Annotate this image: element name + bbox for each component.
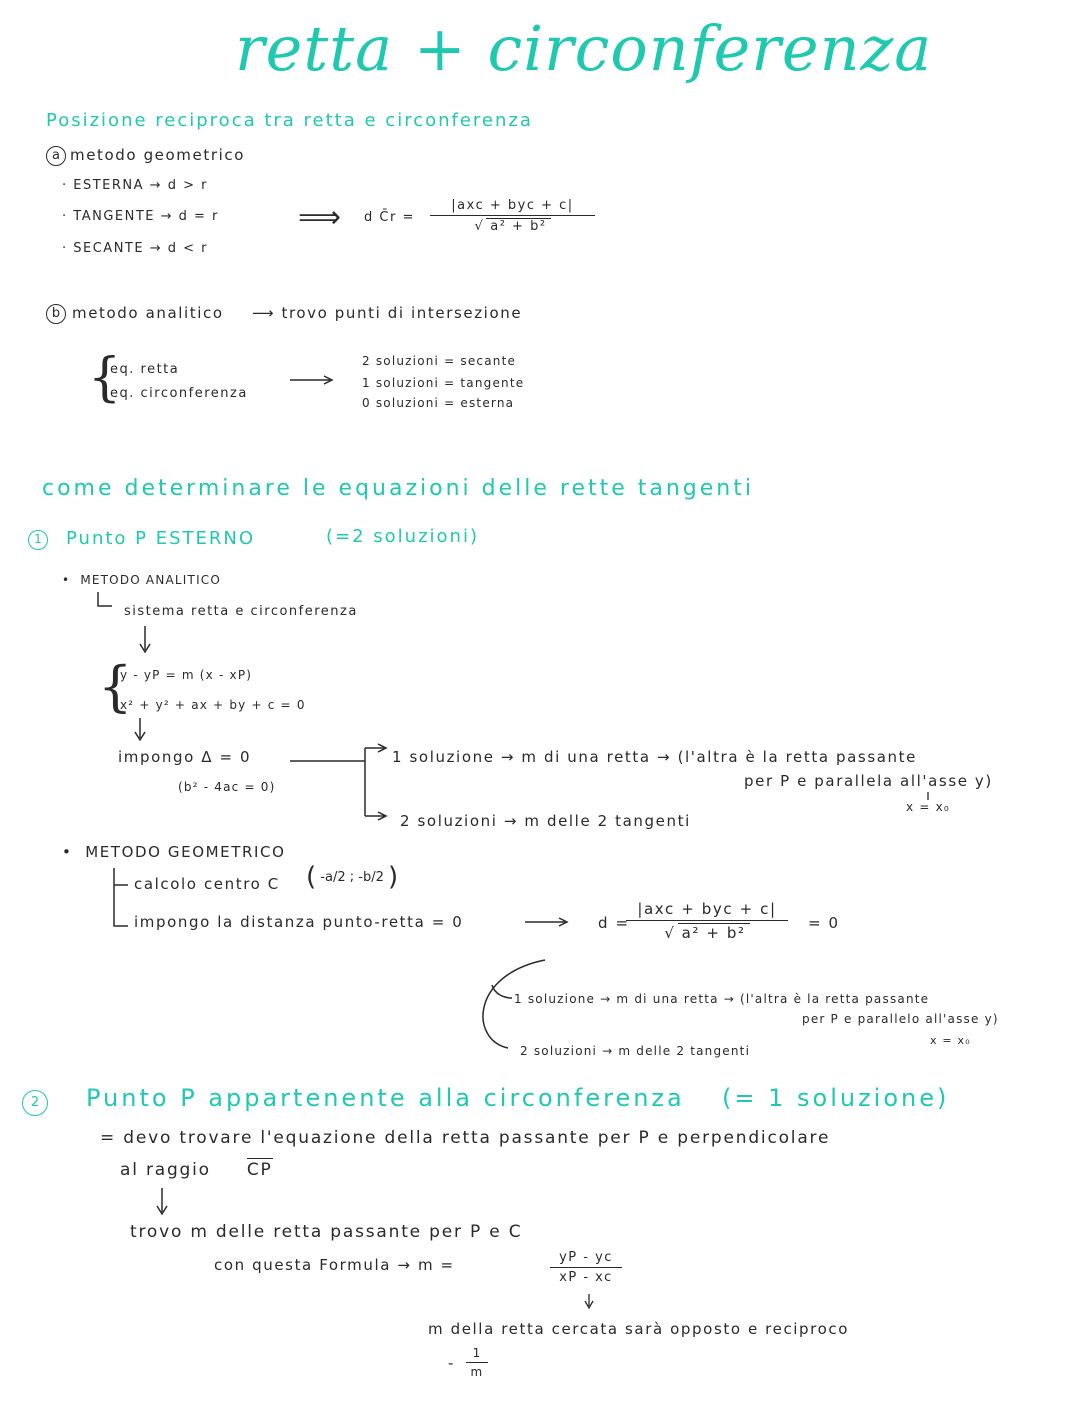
case2-line1: = devo trovare l'equazione della retta passante per P e perpendicolare bbox=[100, 1128, 831, 1148]
geometric-step2: impongo la distanza punto-retta = 0 bbox=[134, 913, 464, 931]
result-secante: 2 soluzioni = secante bbox=[362, 354, 517, 368]
geometric-d-formula bbox=[626, 900, 788, 942]
list-item-secante-text: SECANTE → d < r bbox=[73, 241, 208, 256]
system-eq-retta: eq. retta bbox=[110, 362, 180, 377]
system-line-eq: y - yP = m (x - xP) bbox=[120, 668, 253, 682]
method-b-arrow-text: trovo punti di intersezione bbox=[281, 304, 523, 322]
section-heading-tangents: come determinare le equazioni delle rette tangenti bbox=[42, 476, 754, 501]
distance-formula-den-wrap: √ a² + b² bbox=[430, 216, 595, 234]
geometric-one-solution-cont: per P e parallelo all'asse y) bbox=[802, 1012, 999, 1026]
impose-delta: impongo Δ = 0 bbox=[118, 748, 252, 766]
case2-line2-prefix: al raggio bbox=[120, 1160, 211, 1180]
list-item-tangente-text: TANGENTE → d = r bbox=[73, 209, 219, 224]
method-a-label: a bbox=[46, 146, 66, 166]
geometric-d-den-wrap: √ a² + b² bbox=[626, 921, 788, 942]
analytic-title-text: METODO ANALITICO bbox=[80, 573, 222, 587]
section-heading-position: Posizione reciproca tra retta e circonferenza bbox=[46, 110, 533, 131]
impose-delta-note: (b² - 4ac = 0) bbox=[178, 780, 276, 794]
reciprocal-den: m bbox=[470, 1365, 484, 1379]
result-tangente: 1 soluzioni = tangente bbox=[362, 376, 525, 390]
case2-result: m della retta cercata sarà opposto e reciproco bbox=[428, 1320, 850, 1338]
slope-formula bbox=[550, 1250, 622, 1285]
case2-note: (= 1 soluzione) bbox=[722, 1084, 950, 1112]
analytic-two-solutions: 2 soluzioni → m delle 2 tangenti bbox=[400, 812, 691, 830]
center-b: -b/2 bbox=[358, 869, 384, 885]
analytic-one-solution-cont: per P e parallela all'asse y) bbox=[744, 772, 993, 790]
geometric-title-text: METODO GEOMETRICO bbox=[85, 843, 286, 861]
geometric-x-eq: x = x₀ bbox=[930, 1034, 971, 1047]
analytic-one-solution: 1 soluzione → m di una retta → (l'altra è la retta passante bbox=[392, 748, 917, 766]
center-sep: ; bbox=[349, 869, 355, 885]
geometric-step1: calcolo centro C bbox=[134, 875, 280, 893]
geometric-two-solutions: 2 soluzioni → m delle 2 tangenti bbox=[520, 1044, 751, 1058]
list-item-secante: · SECANTE → d < r bbox=[62, 241, 208, 256]
geometric-title: • METODO GEOMETRICO bbox=[62, 843, 286, 861]
analytic-step: sistema retta e circonferenza bbox=[124, 604, 358, 619]
case1-number: 1 bbox=[28, 530, 48, 550]
distance-formula-num: |axc + byc + c| bbox=[430, 198, 595, 216]
page-title: retta + circonferenza bbox=[235, 12, 933, 85]
analytic-title: • METODO ANALITICO bbox=[62, 573, 222, 587]
slope-den: xP - xc bbox=[559, 1270, 613, 1285]
distance-formula-lhs: d C̄r = bbox=[364, 210, 415, 225]
list-item-esterna: · ESTERNA → d > r bbox=[62, 178, 208, 193]
center-coords: ( -a/2 ; -b/2 ) bbox=[306, 862, 399, 892]
segment-cp: CP bbox=[246, 1160, 273, 1180]
system-eq-circonferenza: eq. circonferenza bbox=[110, 386, 248, 401]
case2-title: Punto P appartenente alla circonferenza bbox=[86, 1084, 685, 1112]
analytic-x-eq: x = x₀ bbox=[906, 800, 950, 814]
geometric-d-lhs: d = bbox=[598, 914, 630, 932]
geometric-one-solution: 1 soluzione → m di una retta → (l'altra è la retta passante bbox=[514, 992, 930, 1006]
system-brace-analytic: { bbox=[98, 655, 133, 718]
method-b-title: metodo analitico bbox=[72, 304, 224, 322]
implies-arrow: ⟹ bbox=[298, 200, 342, 235]
slope-num: yP - yc bbox=[550, 1250, 622, 1268]
distance-formula bbox=[430, 198, 595, 234]
case1-title: Punto P ESTERNO bbox=[66, 528, 256, 549]
reciprocal-minus: - bbox=[448, 1354, 456, 1372]
result-esterna: 0 soluzioni = esterna bbox=[362, 396, 515, 410]
distance-formula-den: a² + b² bbox=[486, 218, 550, 234]
method-b-arrow: ⟶ trovo punti di intersezione bbox=[252, 304, 523, 322]
reciprocal-num: 1 bbox=[466, 1346, 488, 1363]
center-a: -a/2 bbox=[320, 869, 346, 885]
system-circle-eq: x² + y² + ax + by + c = 0 bbox=[120, 698, 306, 712]
case2-number: 2 bbox=[22, 1090, 48, 1116]
method-a-title: metodo geometrico bbox=[70, 146, 245, 164]
reciprocal-formula bbox=[466, 1346, 488, 1379]
case1-note: (=2 soluzioni) bbox=[326, 526, 479, 547]
method-b-label: b bbox=[46, 304, 66, 324]
case2-formula-prefix: con questa Formula → m = bbox=[214, 1256, 455, 1274]
geometric-d-rhs: = 0 bbox=[808, 914, 840, 932]
system-brace-b: { bbox=[88, 348, 122, 408]
geometric-d-num: |axc + byc + c| bbox=[626, 900, 788, 921]
geometric-d-den: a² + b² bbox=[678, 923, 750, 942]
case2-step: trovo m delle retta passante per P e C bbox=[130, 1222, 523, 1242]
list-item-tangente: · TANGENTE → d = r bbox=[62, 209, 219, 224]
list-item-esterna-text: ESTERNA → d > r bbox=[73, 178, 208, 193]
case2-line2 bbox=[120, 1160, 273, 1180]
